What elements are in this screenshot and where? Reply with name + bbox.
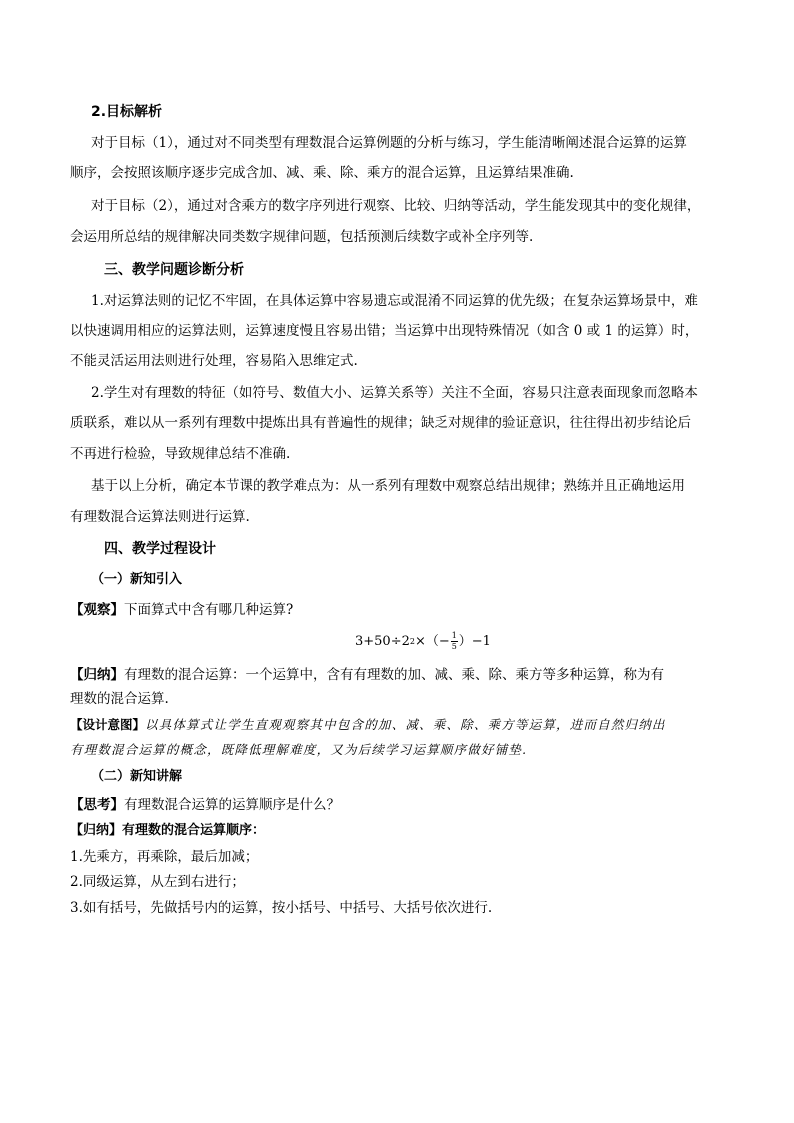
summary-tag: 【归纳】 [70, 667, 124, 683]
observe-text: 下面算式中含有哪几种运算? [124, 602, 294, 618]
observe-line [70, 601, 293, 619]
paragraph-issue1-line1: 1.对运算法则的记忆不牢固，在具体运算中容易遗忘或混淆不同运算的优先级；在复杂运算场景中，难 [91, 293, 698, 309]
paragraph-issue2-line1: 2.学生对有理数的特征（如符号、数值大小、运算关系等）关注不全面，容易只注意表面现象而忽略本 [91, 385, 698, 401]
rule-title-line [70, 822, 265, 840]
rule-item-3: 3.如有括号，先做括号内的运算，按小括号、中括号、大括号依次进行. [70, 900, 493, 916]
formula-exponent: 2 [409, 636, 415, 646]
paragraph-issue1-line2: 以快速调用相应的运算法则，运算速度慢且容易出错；当运算中出现特殊情况（如含 0 或 1 的运算）时， [70, 323, 699, 339]
design-intent-line1 [70, 716, 666, 734]
paragraph-conclusion-line2: 有理数混合运算法则进行运算. [70, 509, 250, 525]
paragraph-issue2-line2: 质联系，难以从一系列有理数中提炼出具有普遍性的规律；缺乏对规律的验证意识，往往得出初步结论后 [70, 415, 691, 431]
fraction-denominator: 5 [451, 642, 457, 651]
paragraph-issue1-line3: 不能灵活运用法则进行处理，容易陷入思维定式. [70, 353, 358, 369]
design-intent-text-line1: 以具体算式让学生直观观察其中包含的加、减、乘、除、乘方等运算，进而自然归纳出 [145, 717, 666, 732]
think-text: 有理数混合运算的运算顺序是什么？ [124, 797, 340, 813]
paragraph-conclusion-line1: 基于以上分析，确定本节课的教学难点为：从一系列有理数中观察总结出规律；熟练并且正确地运用 [91, 478, 685, 494]
subsection-intro-title: （一）新知引入 [91, 572, 183, 587]
section-4-title: 四、教学过程设计 [104, 541, 216, 557]
section-3-title: 三、教学问题诊断分析 [104, 262, 244, 278]
paragraph-goal2-line1: 对于目标（2），通过对含乘方的数字序列进行观察、比较、归纳等活动，学生能发现其中的变化规律， [91, 198, 701, 214]
fraction-numerator: 1 [451, 631, 457, 640]
design-intent-text-line2: 有理数混合运算的概念，既降低理解难度，又为后续学习运算顺序做好铺垫. [70, 742, 528, 757]
summary-line1 [70, 666, 664, 684]
formula-fraction [451, 632, 458, 651]
paragraph-goal1-line1: 对于目标（1），通过对不同类型有理数混合运算例题的分析与练习，学生能清晰阐述混合运算的运算 [91, 135, 687, 151]
think-line [70, 796, 340, 814]
formula-part3: ）−1 [458, 633, 491, 649]
design-intent-tag: 【设计意图】 [70, 717, 146, 732]
paragraph-goal2-line2: 会运用所总结的规律解决同类数字规律问题，包括预测后续数字或补全序列等. [70, 229, 534, 245]
rule-item-1: 1.先乘方，再乘除，最后加减； [70, 849, 259, 865]
math-formula [355, 632, 491, 651]
rule-title: 有理数的混合运算顺序： [122, 823, 266, 838]
summary-text-line2: 理数的混合运算. [70, 691, 169, 707]
think-tag: 【思考】 [70, 797, 124, 813]
formula-part1: 3+50÷2 [355, 633, 410, 649]
observe-tag: 【观察】 [70, 602, 124, 618]
rule-tag: 【归纳】 [70, 823, 123, 838]
summary-text-line1: 有理数的混合运算：一个运算中，含有有理数的加、减、乘、除、乘方等多种运算，称为有 [124, 667, 664, 683]
section-2-title: 2.目标解析 [91, 104, 163, 120]
formula-part2: ×（− [414, 633, 450, 649]
subsection-explain-title: （二）新知讲解 [91, 769, 183, 784]
rule-item-2: 2.同级运算，从左到右进行； [70, 874, 245, 890]
paragraph-goal1-line2: 顺序，会按照该顺序逐步完成含加、减、乘、除、乘方的混合运算，且运算结果准确. [70, 165, 574, 181]
paragraph-issue2-line3: 不再进行检验，导致规律总结不准确. [70, 446, 291, 462]
